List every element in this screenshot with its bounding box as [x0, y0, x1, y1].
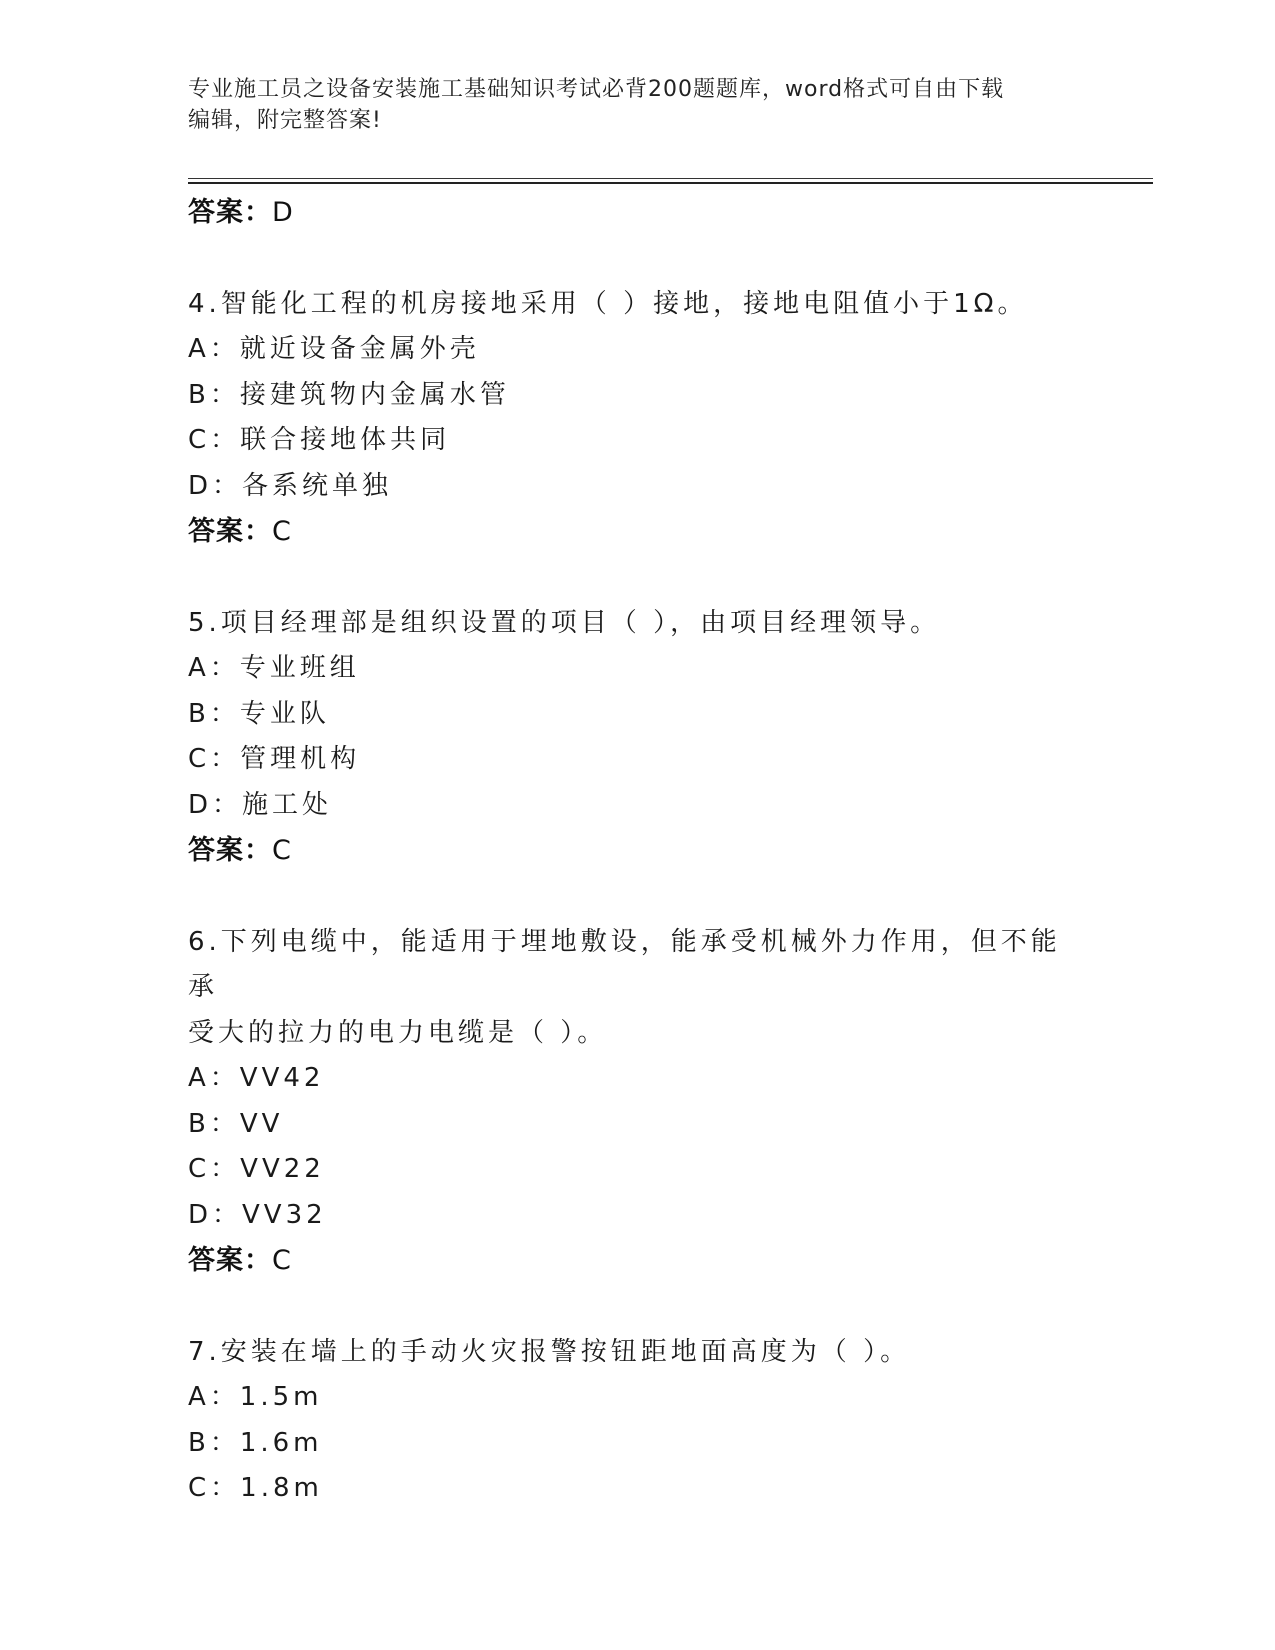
spacer [188, 874, 1088, 920]
option-a: A：VV42 [188, 1063, 325, 1093]
option-a: A：1.5m [188, 1382, 323, 1412]
question-block [188, 1330, 1088, 1512]
header-divider-thin [188, 178, 1153, 179]
answer-label: 答案： [188, 1245, 272, 1276]
question-stem-line-2: 受大的拉力的电力电缆是（ ）。 [188, 1017, 608, 1048]
spacer [188, 555, 1088, 601]
spacer [188, 1284, 1088, 1330]
option-c: C：联合接地体共同 [188, 425, 451, 455]
answer-label: 答案： [188, 835, 272, 866]
option-b: B：1.6m [188, 1427, 323, 1458]
question-stem-line-1: 6.下列电缆中，能适用于埋地敷设，能承受机械外力作用，但不能承 [188, 926, 1061, 1002]
header-divider-thick [188, 182, 1153, 184]
question-list [188, 190, 1088, 1512]
option-d: D：VV32 [188, 1199, 327, 1230]
answer-line [188, 509, 1088, 555]
option-a: A：就近设备金属外壳 [188, 334, 480, 364]
option-d: D：各系统单独 [188, 470, 393, 501]
answer-line [188, 828, 1088, 874]
question-stem: 7.安装在墙上的手动火灾报警按钮距地面高度为（ ）。 [188, 1336, 911, 1367]
document-header [188, 74, 1068, 136]
answer-line [188, 1238, 1088, 1284]
option-c: C：管理机构 [188, 744, 361, 774]
answer-label: 答案： [188, 516, 272, 547]
header-line-1: 专业施工员之设备安装施工基础知识考试必背200题题库，word格式可自由下载 [188, 77, 1005, 102]
spacer [188, 236, 1088, 282]
question-block [188, 282, 1088, 555]
answer-value: C [272, 835, 292, 866]
answer-value: C [272, 1245, 292, 1276]
option-a: A：专业班组 [188, 653, 360, 683]
question-block [188, 601, 1088, 874]
option-c: C：1.8m [188, 1473, 323, 1503]
option-b: B：专业队 [188, 698, 330, 729]
option-c: C：VV22 [188, 1154, 325, 1184]
answer-label: 答案： [188, 197, 272, 228]
question-stem: 5.项目经理部是组织设置的项目（ ），由项目经理领导。 [188, 607, 941, 638]
answer-value: D [272, 197, 294, 228]
question-stem: 4.智能化工程的机房接地采用（ ）接地，接地电阻值小于1Ω。 [188, 288, 1028, 319]
option-b: B：接建筑物内金属水管 [188, 379, 510, 410]
option-d: D：施工处 [188, 789, 333, 820]
question-block [188, 920, 1088, 1284]
answer-value: C [272, 516, 292, 547]
answer-line [188, 190, 1088, 236]
header-line-2: 编辑，附完整答案! [188, 108, 382, 133]
option-b: B：VV [188, 1108, 284, 1139]
